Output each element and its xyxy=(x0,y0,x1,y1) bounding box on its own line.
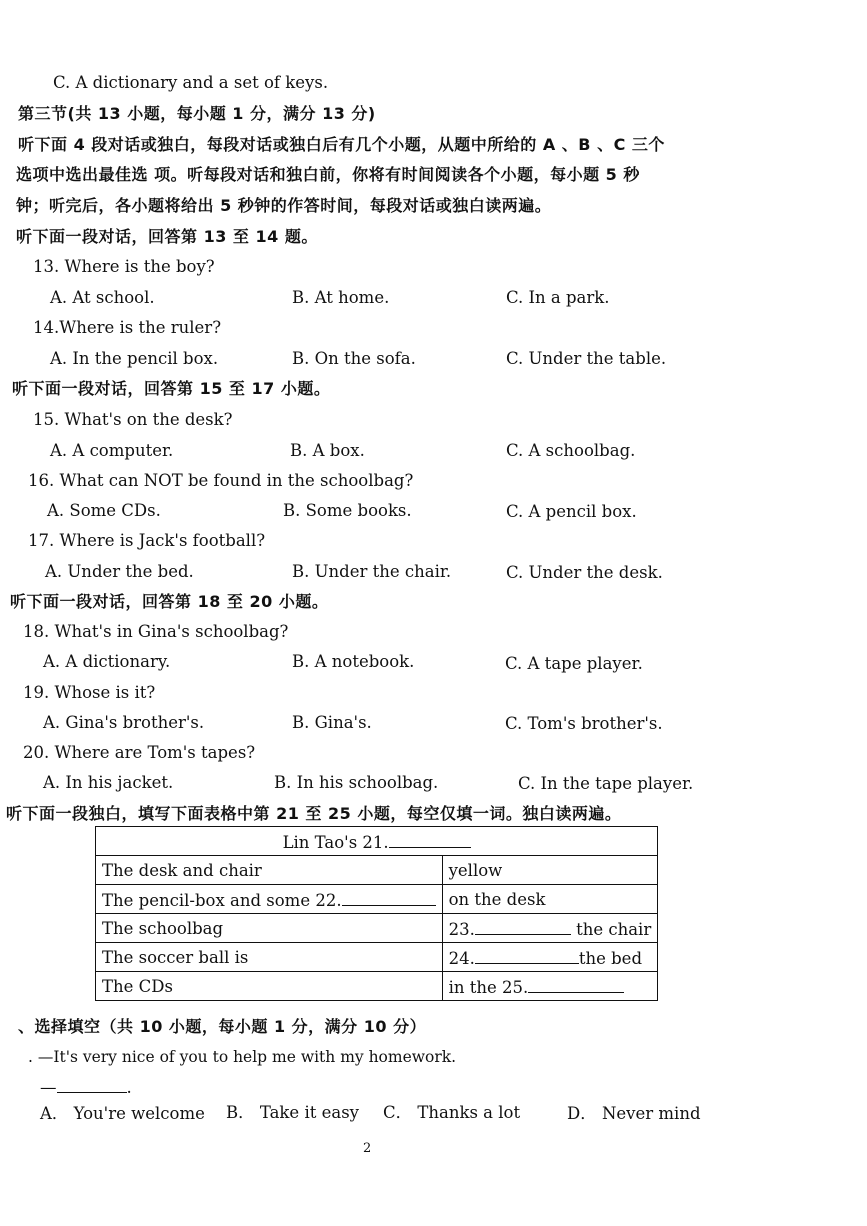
table-row xyxy=(96,914,658,943)
group-intro: 听下面一段对话，回答第 13 至 14 题。 xyxy=(16,227,318,246)
table-title: Lin Tao's 21. xyxy=(282,832,389,852)
option-a: A. In the pencil box. xyxy=(50,349,219,368)
option-b: B. Under the chair. xyxy=(292,562,452,581)
option-b: B. Gina's. xyxy=(292,713,372,732)
instruction-line: 选项中选出最佳选 项。听每段对话和独白前，你将有时间阅读各个小题，每小题 5 秒 xyxy=(16,165,640,184)
table-title-cell xyxy=(96,827,658,856)
page-number: 2 xyxy=(363,1141,372,1156)
option-c: C. A schoolbag. xyxy=(506,441,636,460)
option-c: C. A tape player. xyxy=(505,654,643,673)
section-heading: 第三节(共 13 小题，每小题 1 分，满分 13 分) xyxy=(18,104,376,123)
question-14: 14.Where is the ruler? xyxy=(33,318,222,337)
question-13: 13. Where is the boy? xyxy=(33,257,215,276)
choice-question-reply: — . xyxy=(40,1078,132,1097)
option-a: A. Some CDs. xyxy=(47,501,161,520)
group-intro: 听下面一段独白，填写下面表格中第 21 至 25 小题，每空仅填一词。独白读两遍。 xyxy=(6,804,622,823)
answer-blank-22 xyxy=(342,889,436,906)
option-a: A. Gina's brother's. xyxy=(43,713,205,732)
option-c: C. Tom's brother's. xyxy=(505,714,663,733)
row-location: 23. the chair xyxy=(442,914,658,943)
question-15: 15. What's on the desk? xyxy=(33,410,233,429)
question-18: 18. What's in Gina's schoolbag? xyxy=(23,622,289,641)
option-a: A. At school. xyxy=(50,288,155,307)
answer-blank-23 xyxy=(475,918,571,935)
choice-option-b: B． Take it easy xyxy=(226,1103,359,1122)
table-row xyxy=(96,943,658,972)
option-c: C. In a park. xyxy=(506,288,610,307)
question-17: 17. Where is Jack's football? xyxy=(28,531,266,550)
table-row xyxy=(96,885,658,914)
choice-question-prompt: . —It's very nice of you to help me with my homework. xyxy=(28,1048,457,1066)
choice-option-c: C． Thanks a lot xyxy=(383,1103,521,1122)
question-20: 20. Where are Tom's tapes? xyxy=(23,743,256,762)
row-location: on the desk xyxy=(442,885,658,914)
row-item: The pencil-box and some 22. xyxy=(96,885,443,914)
choice-option-d: D． Never mind xyxy=(567,1104,701,1123)
choice-option-a: A． You're welcome xyxy=(40,1104,205,1123)
option-c: C. In the tape player. xyxy=(518,774,694,793)
row-location: in the 25. xyxy=(442,972,658,1001)
option-b: B. Some books. xyxy=(283,501,412,520)
answer-blank-25 xyxy=(528,976,624,993)
carry-over-option: C. A dictionary and a set of keys. xyxy=(53,73,329,92)
option-a: A. In his jacket. xyxy=(43,773,174,792)
row-item: The soccer ball is xyxy=(96,943,443,972)
row-location: yellow xyxy=(442,856,658,885)
option-b: B. On the sofa. xyxy=(292,349,416,368)
option-b: B. A box. xyxy=(290,441,365,460)
answer-blank xyxy=(57,1076,127,1093)
row-item: The CDs xyxy=(96,972,443,1001)
question-19: 19. Whose is it? xyxy=(23,683,156,702)
choice-section-heading: 、选择填空（共 10 小题，每小题 1 分，满分 10 分） xyxy=(18,1017,427,1036)
row-item: The desk and chair xyxy=(96,856,443,885)
option-c: C. Under the table. xyxy=(506,349,667,368)
option-b: B. At home. xyxy=(292,288,390,307)
row-location: 24. the bed xyxy=(442,943,658,972)
row-item: The schoolbag xyxy=(96,914,443,943)
answer-blank-24 xyxy=(475,947,579,964)
option-c: C. A pencil box. xyxy=(506,502,637,521)
option-a: A. A computer. xyxy=(50,441,174,460)
question-16: 16. What can NOT be found in the schoolbag? xyxy=(28,471,414,490)
option-b: B. A notebook. xyxy=(292,652,415,671)
group-intro: 听下面一段对话，回答第 15 至 17 小题。 xyxy=(12,379,331,398)
instruction-line: 钟；听完后，各小题将给出 5 秒钟的作答时间，每段对话或独白读两遍。 xyxy=(16,196,552,215)
option-b: B. In his schoolbag. xyxy=(274,773,439,792)
option-c: C. Under the desk. xyxy=(506,563,663,582)
option-a: A. A dictionary. xyxy=(43,652,171,671)
answer-blank-21 xyxy=(389,831,471,848)
table-row xyxy=(96,856,658,885)
fill-in-table xyxy=(95,826,658,1001)
instruction-line: 听下面 4 段对话或独白，每段对话或独白后有几个小题，从题中所给的 A 、B 、C 三个 xyxy=(18,135,665,154)
group-intro: 听下面一段对话，回答第 18 至 20 小题。 xyxy=(10,592,329,611)
option-a: A. Under the bed. xyxy=(45,562,194,581)
table-row xyxy=(96,972,658,1001)
